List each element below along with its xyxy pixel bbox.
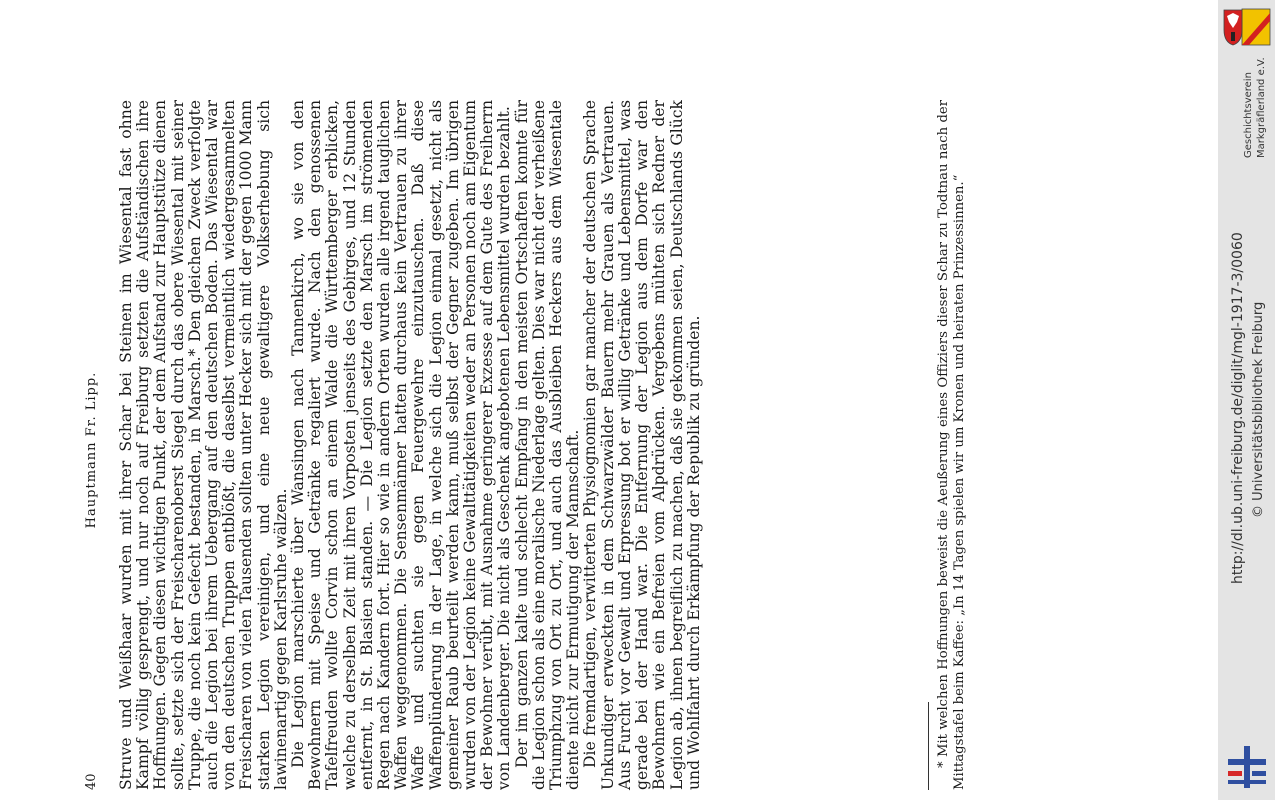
footnote-rule — [928, 702, 929, 790]
book-page — [84, 100, 1044, 800]
society-region: Markgräflerland e.V. — [1256, 57, 1267, 158]
paragraph: Struve und Weißhaar wurden mit ihrer Schar bei Steinen im Wiesental fast ohne Kampf völlig gesprengt, und nur noch auf Freiburg setzten die Aufständischen ihre Hoffnungen. Gegen diesen wichtigen Punkt, der dem Aufstand zur Hauptstütze dienen sollte, setzte sich der Freischarenoberst Siegel durch das obere Wiesental mit seiner Truppe, die noch kein Gefecht bestanden, in Marsch.* Den gleichen Zweck verfolgte auch die Legion bei ihrem Uebergang auf den deutschen Boden. Das Wiesental war von den deutschen Truppen entblößt, die daselbst vermeintlich wiedergesammelten Freischaren von vielen Tausenden sollten unter Hecker sich mit der gegen 1000 Mann starken Legion vereinigen, und eine neue gewaltigere Volkserhebung sich lawinenartig gegen Karlsruhe wälzen. — [117, 100, 290, 790]
paragraph: Der im ganzen kalte und schlecht Empfang in den meisten Ortschaften konnte für die Legion schon als eine moralische Niederlage gelten. Dies war nicht der verheißene Triumphzug von Ort zu Ort, und auch das Ausbleiben Heckers aus dem Wiesentale diente nicht zur Ermutigung der Mannschaft. — [512, 100, 583, 790]
ub-freiburg-logo-icon[interactable] — [1226, 744, 1268, 790]
copyright-notice: © Universitätsbibliothek Freiburg — [1251, 301, 1266, 518]
page-number: 40 — [84, 773, 99, 790]
running-head: Hauptmann Fr. Lipp. — [84, 371, 99, 529]
society-name: Geschichtsverein — [1243, 72, 1254, 158]
body-text — [118, 100, 703, 790]
document-url[interactable]: http://dl.ub.uni-freiburg.de/diglit/mgl-1917-3/0060 — [1230, 232, 1246, 584]
footnote: * Mit welchen Hoffnungen beweist die Aeußerung eines Offiziers dieser Schar zu Todtnau nach der Mittagstafel beim Kaffee: „In 14 Tagen spielen wir um Kronen und heiraten Prinzessinnen.“ — [936, 100, 967, 790]
paragraph: Die Legion marschierte über Wansingen nach Tannenkirch, wo sie von den Bewohnern mit Speise und Getränke regaliert wurde. Nach den genossenen Tafelfreuden wollte Corvin schon an einem Walde die Württemberger erblicken, welche zu derselben Zeit mit ihren Vorposten jenseits des Gebirges, und 12 Stunden entfernt, in St. Blasien standen. — Die Legion setzte den Marsch im strömenden Regen nach Kandern fort. Hier so wie in andern Orten wurden alle irgend tauglichen Waffen weggenommen. Die Sensenmänner hatten durchaus kein Vertrauen zu ihrer Waffe und suchten sie gegen Feuergewehre einzutauschen. Daß diese Waffenplünderung in der Lage, in welche sich die Legion einmal gesetzt, nicht als gemeiner Raub beurteilt werden kann, muß selbst der Gegner zugeben. Im übrigen wurden von der Legion keine Gewalttätigkeiten weder an Personen noch am Eigentum der Bewohner verübt, mit Ausnahme geringerer Exzesse auf dem Gute des Freiherrn von Landenberger. Die nicht als Geschenk angebotenen Lebensmittel wurden bezahlt. — [289, 100, 514, 790]
paragraph: Die fremdartigen, verwitterten Physiognomien gar mancher der deutschen Sprache Unkundiger erweckten in dem Schwarzwälder Bauern mehr Grauen als Vertrauen. Aus Furcht vor Gewalt und Erpressung bot er willig Getränke und Lebensmittel, was gerade bei der Hand war. Die Entfernung der Legion aus dem Dorfe war den Bewohnern wie ein Befreien vom Alpdrücken. Vergebens mühten sich Redner der Legion ab, ihnen begreiflich zu machen, daß sie gekommen seien, Deutschlands Glück und Wohlfahrt durch Erkämpfung der Republik zu gründen. — [581, 100, 703, 790]
page-header — [84, 100, 104, 800]
coat-of-arms-icon[interactable] — [1222, 8, 1272, 46]
